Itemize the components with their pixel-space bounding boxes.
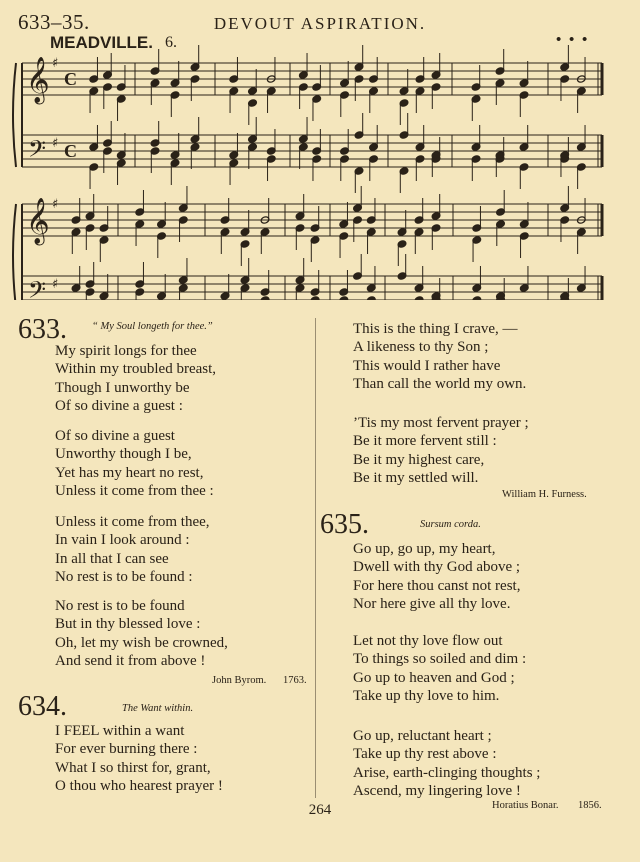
treble-clef-icon: 𝄞 — [26, 57, 50, 103]
tune-meter: 6. — [165, 34, 177, 51]
hymn-subtitle-633: “ My Soul longeth for thee.” — [92, 321, 213, 332]
verse-line: My spirit longs for thee — [55, 343, 197, 359]
verse-line: But in thy blessed love : — [55, 616, 201, 633]
note-head — [472, 296, 482, 300]
verse-line: Be it my highest care, — [353, 451, 485, 468]
column-divider — [315, 318, 316, 798]
verse-line: Be it my settled will. — [353, 469, 479, 486]
tune-name: MEADVILLE. — [50, 33, 153, 52]
hymn-number-635: 635. — [320, 509, 369, 540]
verse-line: A likeness to thy Son ; — [353, 339, 489, 356]
treble-clef-icon: 𝄞 — [26, 198, 50, 244]
sharp-icon: ♯ — [52, 197, 59, 212]
hymn-range: 633–35. — [18, 10, 90, 34]
note-head — [310, 296, 320, 300]
verse-line: In vain I look around : — [55, 532, 190, 549]
verse-line: This is the thing I crave, — — [353, 321, 518, 337]
verse-line: No rest is to be found : — [55, 568, 193, 585]
sharp-icon: ♯ — [52, 56, 59, 71]
time-signature: C — [64, 69, 77, 89]
system-brace — [13, 63, 16, 167]
verse-line: Go up to heaven and God ; — [353, 669, 515, 686]
hymn-634-author: William H. Furness. — [502, 489, 587, 500]
note-head — [414, 296, 424, 300]
verse-line: Go up, go up, my heart, — [353, 541, 496, 557]
verse-line: In all that I can see — [55, 550, 169, 567]
verse-line: Though I unworthy be — [55, 379, 190, 396]
verse-line: Of so divine a guest : — [55, 397, 183, 414]
hymn-635-author: Horatius Bonar. — [492, 800, 559, 811]
verse-line: Take up thy rest above : — [353, 746, 497, 763]
verse-line: Let not thy love flow out — [353, 633, 503, 649]
sharp-icon: ♯ — [52, 136, 59, 151]
verse-line: Be it more fervent still : — [353, 433, 497, 450]
bass-clef-icon: 𝄢 — [28, 135, 47, 168]
hymn-subtitle-634: The Want within. — [122, 703, 194, 714]
verse-line: Of so divine a guest — [55, 428, 175, 444]
verse-line: I FEEL within a want — [55, 723, 185, 739]
verse-line: And send it from above ! — [55, 652, 206, 669]
verse-line: For ever burning there : — [55, 741, 198, 758]
verse-line: Oh, let my wish be crowned, — [55, 634, 228, 651]
note-head — [260, 296, 270, 300]
verse-line: Nor here give all thy love. — [353, 595, 511, 612]
verse-line: ’Tis my most fervent prayer ; — [353, 415, 529, 431]
hymn-633-author: John Byrom. — [212, 675, 267, 686]
verse-line: Dwell with thy God above ; — [353, 559, 521, 576]
verse-line: Unworthy though I be, — [55, 446, 192, 463]
bass-clef-icon: 𝄢 — [28, 276, 47, 300]
time-signature: C — [64, 141, 77, 161]
verse-line: Within my troubled breast, — [55, 361, 217, 378]
hymn-number-634: 634. — [18, 691, 67, 722]
note-head — [366, 296, 376, 300]
music-score — [0, 0, 640, 300]
hymn-subtitle-635: Sursum corda. — [420, 519, 481, 530]
verse-line: Than call the world my own. — [353, 375, 527, 392]
tune-marks: • • • — [556, 32, 590, 48]
verse-line: Unless it come from thee : — [55, 482, 214, 499]
verse-line: No rest is to be found — [55, 598, 185, 614]
hymn-633-year: 1763. — [283, 675, 307, 686]
page-number: 264 — [308, 802, 332, 818]
verse-line: Unless it come from thee, — [55, 514, 210, 530]
system-brace — [13, 204, 16, 300]
verse-line: Take up thy love to him. — [353, 687, 500, 704]
hymn-635-year: 1856. — [578, 800, 602, 811]
verse-line: Ascend, my lingering love ! — [353, 782, 521, 799]
verse-line: Yet has my heart no rest, — [55, 464, 204, 481]
verse-line: Go up, reluctant heart ; — [353, 728, 492, 744]
section-title: DEVOUT ASPIRATION. — [213, 14, 427, 33]
verse-line: To things so soiled and dim : — [353, 651, 527, 668]
verse-line: Arise, earth-clinging thoughts ; — [353, 764, 541, 781]
hymn-number-633: 633. — [18, 314, 67, 345]
verse-line: For here thou canst not rest, — [353, 577, 521, 594]
verse-line: O thou who hearest prayer ! — [55, 777, 223, 794]
sharp-icon: ♯ — [52, 277, 59, 292]
verse-line: What I so thirst for, grant, — [55, 759, 211, 776]
note-head — [339, 296, 349, 300]
verse-line: This would I rather have — [353, 357, 501, 374]
